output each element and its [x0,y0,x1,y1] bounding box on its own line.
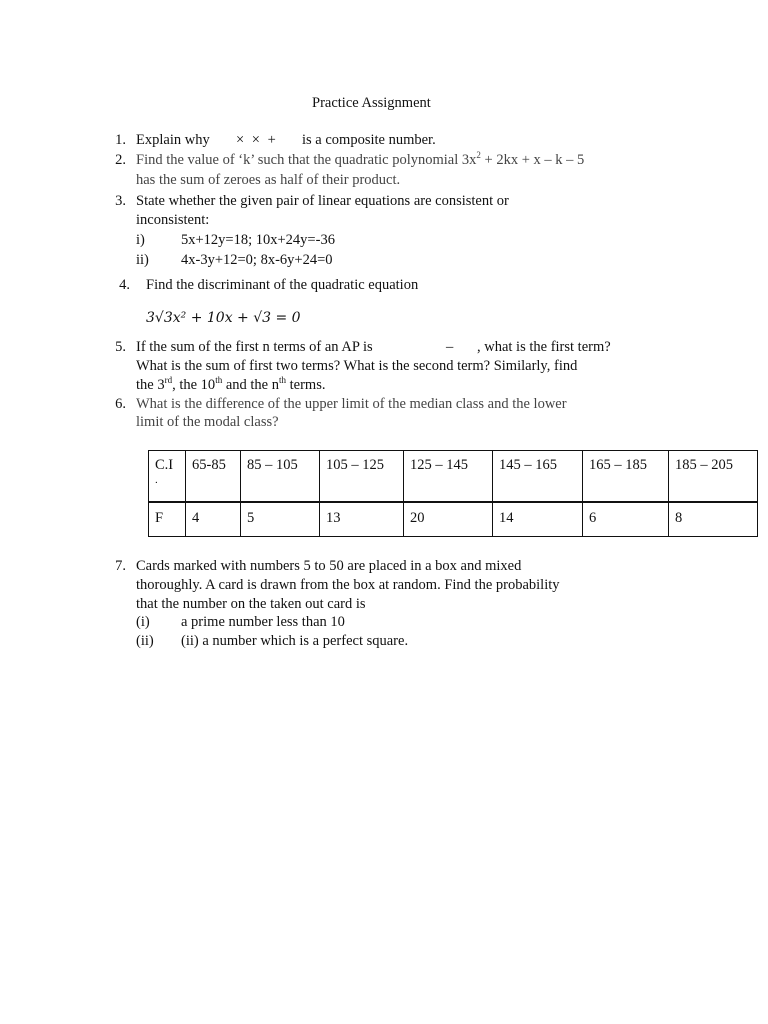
question-5-dash: – [446,339,454,355]
table-cell: 13 [320,502,404,537]
table-header-cell: 65-85 [186,451,241,503]
question-6-line-2: limit of the modal class? [136,414,279,430]
question-5-sup-nth: th [278,375,286,386]
question-5-line-3-d: terms. [286,377,326,393]
question-2-line-1-text: Find the value of ‘k’ such that the quadratic polynomial 3x [136,152,477,168]
question-4-equation: 3√3x² + 10x + √3 = 0 [146,310,301,326]
table-header-cell: 185 – 205 [669,451,758,503]
page-title: Practice Assignment [312,95,431,111]
question-1-text-start: Explain why [136,132,210,148]
question-5-sup-rd: rd [164,375,173,386]
table-cell: F [149,502,186,537]
question-2-exponent: 2 [476,150,481,161]
question-5-line-1-end: , what is the first term? [477,339,611,355]
question-2-number: 2. [115,152,126,168]
question-5-line-3-b: , the 10 [172,377,216,393]
table-cell: 8 [669,502,758,537]
table-cell: 6 [583,502,669,537]
question-2-line-1-tail: + 2kx + x – k – 5 [480,152,585,168]
question-7-item-2-text: (ii) a number which is a perfect square. [181,633,409,649]
question-7-line-1: Cards marked with numbers 5 to 50 are placed in a box and mixed [136,558,522,574]
question-3-item-2-text: 4x-3y+12=0; 8x-6y+24=0 [181,252,333,268]
question-4-number: 4. [119,277,130,293]
question-6-number: 6. [115,396,126,412]
question-3-item-1-label: i) [136,232,145,248]
question-5-line-3-a: the 3 [136,377,165,393]
question-2-line-1 [136,151,584,169]
question-2-line-2: has the sum of zeroes as half of their product. [136,172,401,188]
question-5-line-2: What is the sum of first two terms? What is the second term? Similarly, find [136,358,578,374]
question-5-number: 5. [115,339,126,355]
question-5-line-1-start: If the sum of the first n terms of an AP is [136,339,373,355]
table-header-cell: 125 – 145 [404,451,493,503]
table-header-row [149,451,758,503]
table-header-cell: 85 – 105 [241,451,320,503]
table-header-cell: 145 – 165 [493,451,583,503]
question-1-number: 1. [115,132,126,148]
header-ci-dot: . [155,474,158,486]
question-4-text: Find the discriminant of the quadratic equation [146,277,419,293]
table-cell: 5 [241,502,320,537]
table-header-cell: 105 – 125 [320,451,404,503]
table-cell: 20 [404,502,493,537]
question-5-line-3-c: and the n [222,377,279,393]
question-7-item-1-label: (i) [136,614,150,630]
question-7-line-2: thoroughly. A card is drawn from the box at random. Find the probability [136,577,560,593]
question-1-operators: × × + [236,132,276,148]
table-row [149,502,758,537]
frequency-table [148,450,758,537]
question-3-number: 3. [115,193,126,209]
question-1-text-end: is a composite number. [302,132,436,148]
question-3-line-1: State whether the given pair of linear equations are consistent or [136,193,509,209]
table-cell: 14 [493,502,583,537]
question-7-number: 7. [115,558,126,574]
question-5-sup-th: th [215,375,223,386]
question-7-item-1-text: a prime number less than 10 [181,614,345,630]
question-6-line-1: What is the difference of the upper limit of the median class and the lower [136,396,567,412]
question-3-line-2: inconsistent: [136,212,210,228]
table-cell: 4 [186,502,241,537]
table-header-cell [149,451,186,503]
table-header-cell: 165 – 185 [583,451,669,503]
question-3-item-2-label: ii) [136,252,149,268]
question-7-item-2-label: (ii) [136,633,154,649]
question-3-item-1-text: 5x+12y=18; 10x+24y=-36 [181,232,335,248]
question-5-line-3 [136,376,325,394]
question-7-line-3: that the number on the taken out card is [136,596,366,612]
header-ci-label: C.I [155,457,174,473]
